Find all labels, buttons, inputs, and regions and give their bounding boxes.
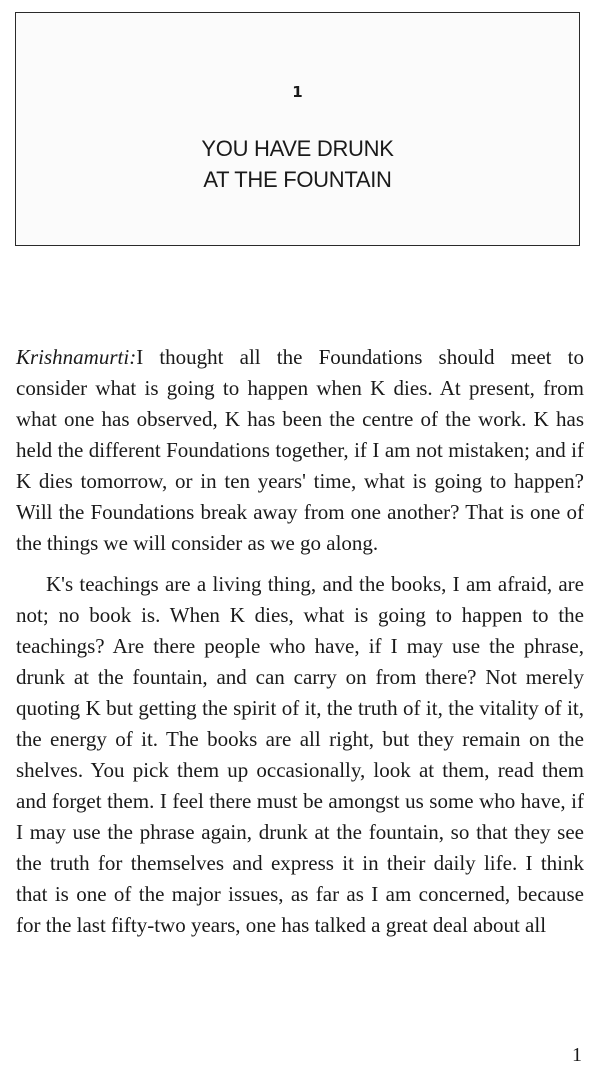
body-text (16, 342, 584, 941)
chapter-title-line-1: YOU HAVE DRUNK (201, 136, 394, 161)
chapter-heading-box (15, 12, 580, 246)
chapter-number: 1 (292, 83, 303, 101)
speaker-label: Krishnamurti: (16, 345, 137, 369)
chapter-title-line-2: AT THE FOUNTAIN (203, 167, 392, 192)
paragraph-1-text: I thought all the Foundations should meet to consider what is going to happen when K dies. At present, from what one has observed, K has been the centre of the work. K has held the different Foundations together, if I am not mistaken; and if K dies tomorrow, or in ten years' time, what is going to happen? Will the Foundations break away from one another? That is one of the things we will consider as we go along. (16, 345, 584, 555)
paragraph-1 (16, 342, 584, 559)
page-number: 1 (572, 1044, 582, 1066)
paragraph-2: K's teachings are a living thing, and the books, I am afraid, are not; no book is. When K dies, what is going to happen to the teachings? Are there people who have, if I may use the phrase, drunk at the fountain, and can carry on from there? Not merely quoting K but getting the spirit of it, the truth of it, the vitality of it, the energy of it. The books are all right, but they remain on the shelves. You pick them up occasionally, look at them, read them and forget them. I feel there must be amongst us some who have, if I may use the phrase again, drunk at the fountain, so that they see the truth for themselves and express it in their daily life. I think that is one of the major issues, as far as I am concerned, because for the last fifty-two years, one has talked a great deal about all (16, 572, 584, 937)
chapter-title (16, 133, 579, 195)
